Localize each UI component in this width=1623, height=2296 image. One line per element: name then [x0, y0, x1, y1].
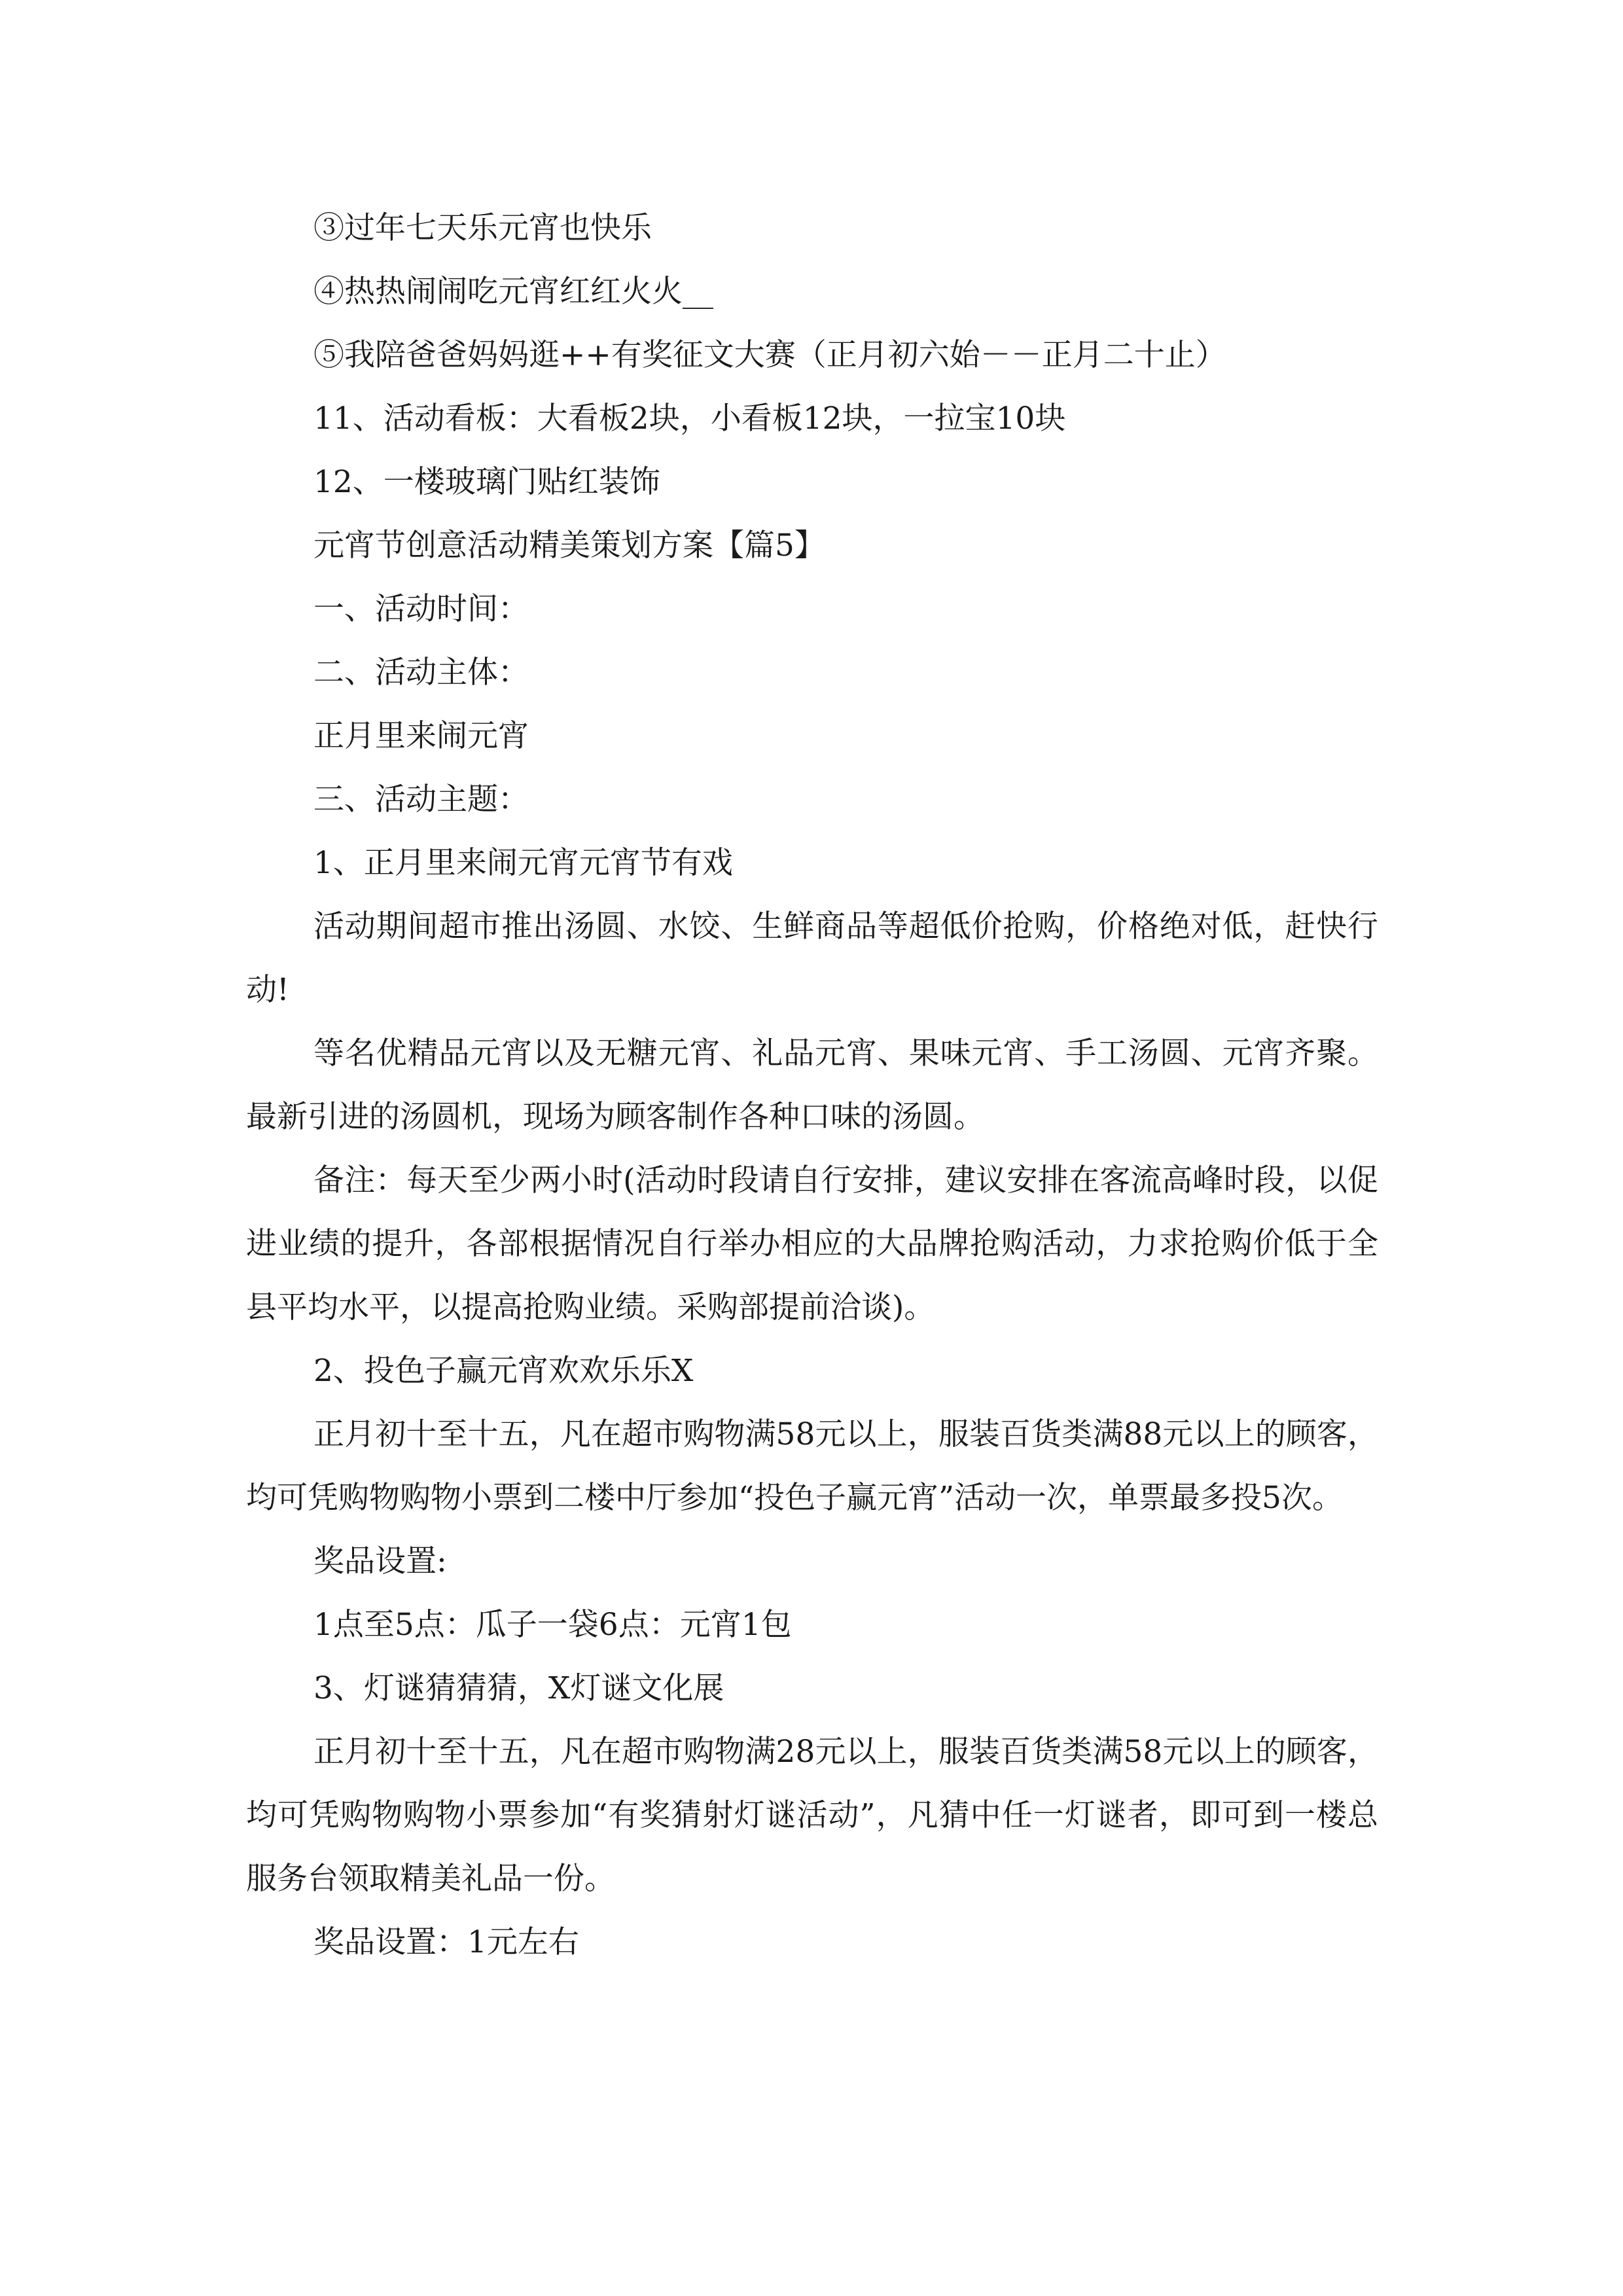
- text-line: 12、一楼玻璃门贴红装饰: [313, 464, 660, 500]
- paragraph: 正月初十至十五，凡在超市购物满28元以上，服装百货类满58元以上的顾客，均可凭购物购物小票参加“有奖猜射灯谜活动”，凡猜中任一灯谜者，即可到一楼总服务台领取精美礼品一份。: [246, 1734, 1378, 1897]
- paragraph: 等名优精品元宵以及无糖元宵、礼品元宵、果味元宵、手工汤圆、元宵齐聚。最新引进的汤圆机，现场为顾客制作各种口味的汤圆。: [246, 1035, 1378, 1135]
- text-line: 二、活动主体：: [313, 655, 529, 691]
- text-line: 3、灯谜猜猜猜，X灯谜文化展: [313, 1670, 724, 1706]
- text-line: ④热热闹闹吃元宵红红火火__: [313, 274, 713, 310]
- section-title: 元宵节创意活动精美策划方案【篇5】: [313, 528, 825, 564]
- text-line: 1点至5点：瓜子一袋6点：元宵1包: [313, 1607, 792, 1643]
- text-line: 2、投色子赢元宵欢欢乐乐X: [313, 1353, 694, 1389]
- text-line: ③过年七天乐元宵也快乐: [313, 210, 652, 246]
- text-line: 奖品设置:: [313, 1543, 447, 1579]
- text-line: 三、活动主题：: [313, 781, 529, 817]
- document-body: [246, 196, 1378, 1974]
- paragraph: 备注：每天至少两小时(活动时段请自行安排，建议安排在客流高峰时段，以促进业绩的提升，各部根据情况自行举办相应的大品牌抢购活动，力求抢购价低于全县平均水平，以提高抢购业绩。采购部提前洽谈)。: [246, 1162, 1378, 1325]
- text-line: 1、正月里来闹元宵元宵节有戏: [313, 845, 733, 881]
- text-line: 正月里来闹元宵: [313, 718, 529, 754]
- paragraph: 正月初十至十五，凡在超市购物满58元以上，服装百货类满88元以上的顾客，均可凭购物购物小票到二楼中厅参加“投色子赢元宵”活动一次，单票最多投5次。: [246, 1416, 1378, 1516]
- paragraph: 活动期间超市推出汤圆、水饺、生鲜商品等超低价抢购，价格绝对低，赶快行动!: [246, 908, 1378, 1008]
- text-line: 一、活动时间：: [313, 591, 529, 627]
- text-line: ⑤我陪爸爸妈妈逛++有奖征文大赛（正月初六始－－正月二十止）: [313, 337, 1226, 373]
- text-line: 11、活动看板：大看板2块，小看板12块，一拉宝10块: [313, 401, 1066, 437]
- text-line: 奖品设置：1元左右: [313, 1924, 579, 1960]
